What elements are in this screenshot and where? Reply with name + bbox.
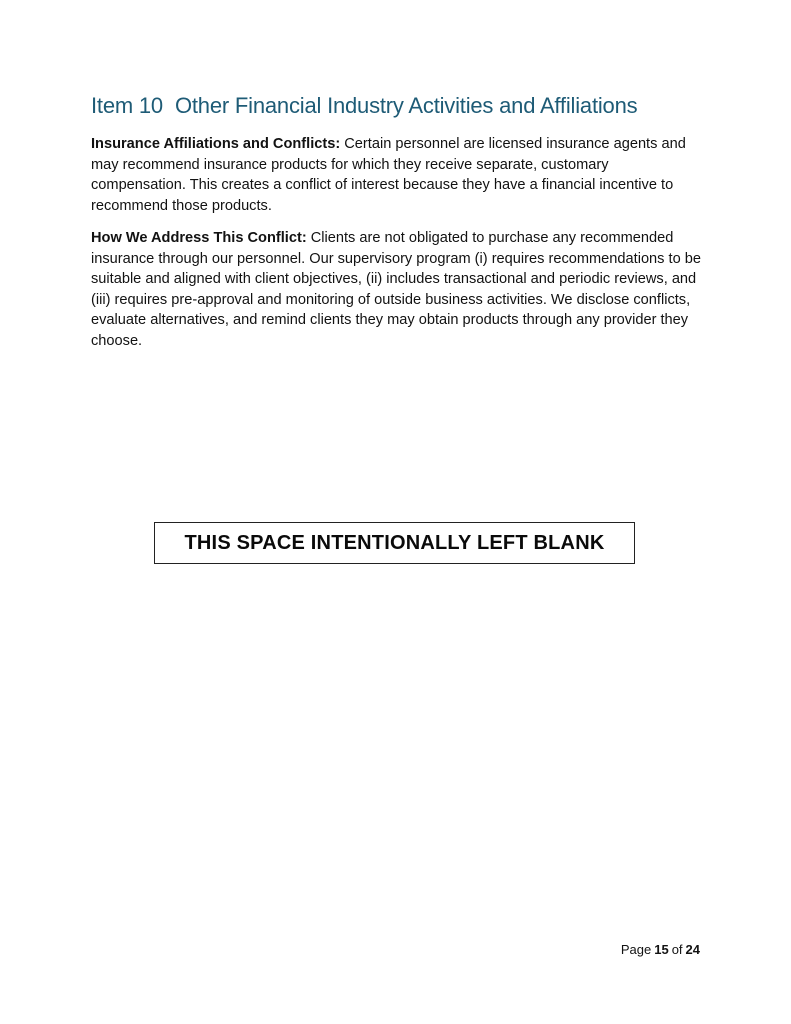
footer-page-prefix: Page [620,942,652,957]
intentionally-blank-label: THIS SPACE INTENTIONALLY LEFT BLANK [184,531,605,554]
paragraph-how-we-address [91,228,701,351]
paragraph-body-insurance-affiliations: Certain personnel are licensed insurance agents and may recommend insurance products for which they receive separate, customary compensation. This creates a conflict of interest because they have a financial incentive to recommend those products. [91,136,686,214]
paragraph-lead-how-we-address: How We Address This Conflict: [91,230,307,247]
page-footer [621,942,700,957]
paragraph-insurance-affiliations [91,134,701,216]
section-heading [91,93,701,119]
page-content [91,0,701,351]
section-heading-title: Other Financial Industry Activities and Affiliations [174,93,638,118]
footer-page-number: 15 [654,942,669,957]
footer-total-pages: 24 [685,942,700,957]
section-heading-item-number: Item 10 [91,93,163,118]
intentionally-blank-box [154,522,635,564]
paragraph-body-how-we-address: Clients are not obligated to purchase any recommended insurance through our personnel. Our supervisory program (i) requires recommendations to be suitable and aligned with client objectives, (ii) includes transactional and periodic reviews, and (iii) requires pre-approval and monitoring of outside business activities. We disclose conflicts, evaluate alternatives, and remind clients they may obtain products through any provider they choose. [91,230,701,349]
paragraph-lead-insurance-affiliations: Insurance Affiliations and Conflicts: [91,136,341,153]
footer-page-separator: of [671,942,683,957]
